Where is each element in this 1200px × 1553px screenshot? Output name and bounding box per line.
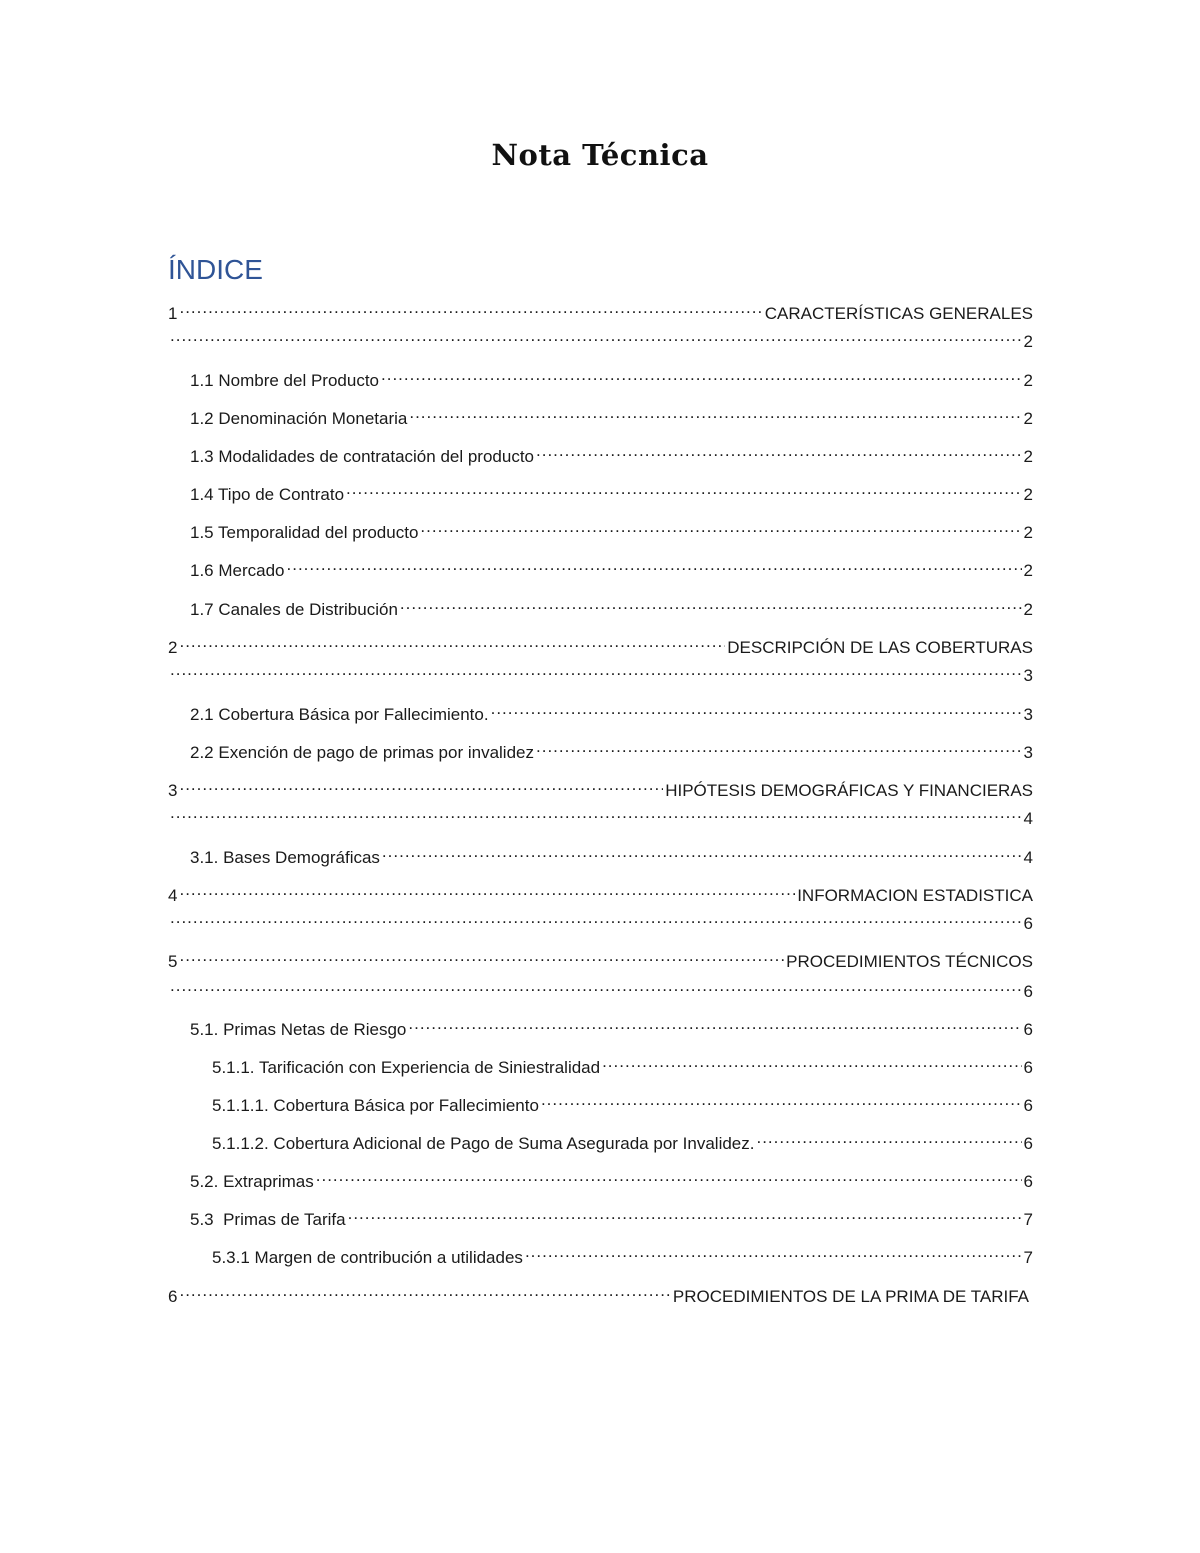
toc-leader-dots <box>382 841 1022 863</box>
toc-entry-5-page[interactable] <box>168 975 1033 1001</box>
toc-entry-label: 1.3 Modalidades de contratación del producto <box>190 447 535 466</box>
toc-entry-label: 1.1 Nombre del Producto <box>190 371 379 390</box>
toc-leader-dots <box>179 879 795 901</box>
toc-page-number: 3 <box>1023 666 1033 685</box>
toc-entry-4-heading[interactable] <box>168 879 1033 905</box>
toc-page-number: 2 <box>1023 523 1033 542</box>
toc-page-number: 6 <box>1023 1096 1033 1115</box>
toc-entry-label: 1.4 Tipo de Contrato <box>190 485 345 504</box>
toc-entry-label: 2.2 Exención de pago de primas por invalidez <box>190 743 534 762</box>
document-title: Nota Técnica <box>491 138 709 172</box>
toc-entry-label: 5.1.1.1. Cobertura Básica por Fallecimiento <box>212 1096 539 1115</box>
toc-entry-2-heading[interactable] <box>168 631 1033 657</box>
toc-entry-label: 5.3.1 Margen de contribución a utilidades <box>212 1248 523 1267</box>
toc-entry-1-7[interactable] <box>190 593 1033 619</box>
toc-leader-dots <box>756 1127 1021 1149</box>
toc-entry-1-4[interactable] <box>190 478 1033 504</box>
toc-entry-5-3[interactable] <box>190 1203 1033 1229</box>
toc-leader-dots <box>287 554 1022 576</box>
toc-leader-dots <box>179 945 784 967</box>
toc-page-number: 2 <box>1023 561 1033 580</box>
toc-page-number: 6 <box>1023 1134 1033 1153</box>
toc-entry-1-3[interactable] <box>190 440 1033 466</box>
toc-page-number: 6 <box>1023 914 1033 933</box>
toc-entry-3-page[interactable] <box>168 802 1033 828</box>
toc-entry-5-1[interactable] <box>190 1013 1033 1039</box>
toc-entry-1-5[interactable] <box>190 516 1033 542</box>
toc-entry-5-heading[interactable] <box>168 945 1033 971</box>
toc-page-number: 7 <box>1023 1210 1033 1229</box>
toc-entry-label: PROCEDIMIENTOS TÉCNICOS <box>786 952 1033 971</box>
toc-entry-label: 1.7 Canales de Distribución <box>190 600 398 619</box>
toc-leader-dots <box>408 1013 1021 1035</box>
toc-entry-1-6[interactable] <box>190 554 1033 580</box>
toc-entry-label: 5.1. Primas Netas de Riesgo <box>190 1020 407 1039</box>
toc-entry-1-1[interactable] <box>190 364 1033 390</box>
toc-entry-label: PROCEDIMIENTOS DE LA PRIMA DE TARIFA <box>672 1287 1029 1306</box>
toc-leader-dots <box>491 698 1022 720</box>
toc-leader-dots <box>541 1089 1022 1111</box>
toc-page-number: 2 <box>1023 447 1033 466</box>
toc-leader-dots <box>602 1051 1021 1073</box>
toc-entry-number: 4 <box>168 886 178 905</box>
toc-leader-dots <box>179 1280 670 1302</box>
toc-entry-number: 3 <box>168 781 178 800</box>
toc-leader-dots <box>170 907 1022 929</box>
toc-leader-dots <box>536 736 1022 758</box>
toc-entry-2-1[interactable] <box>190 698 1033 724</box>
toc-entry-label: CARACTERÍSTICAS GENERALES <box>764 304 1033 323</box>
toc-entry-label: 5.2. Extraprimas <box>190 1172 314 1191</box>
toc-leader-dots <box>525 1241 1022 1263</box>
toc-page-number: 7 <box>1023 1248 1033 1267</box>
toc-page-number: 4 <box>1023 848 1033 867</box>
toc-leader-dots <box>409 402 1021 424</box>
toc-entry-5-2[interactable] <box>190 1165 1033 1191</box>
toc-entry-2-2[interactable] <box>190 736 1033 762</box>
toc-entry-3-1[interactable] <box>190 841 1033 867</box>
toc-page-number: 2 <box>1023 409 1033 428</box>
toc-leader-dots <box>316 1165 1022 1187</box>
toc-entry-6-heading[interactable] <box>168 1280 1029 1306</box>
toc-leader-dots <box>420 516 1021 538</box>
toc-entry-label: 5.1.1.2. Cobertura Adicional de Pago de Suma Asegurada por Invalidez. <box>212 1134 755 1153</box>
toc-entry-label: 5.1.1. Tarificación con Experiencia de Siniestralidad <box>212 1058 601 1077</box>
toc-entry-1-heading[interactable] <box>168 297 1033 323</box>
toc-leader-dots <box>348 1203 1022 1225</box>
toc-leader-dots <box>170 802 1022 824</box>
toc-entry-number: 5 <box>168 952 178 971</box>
toc-leader-dots <box>170 659 1022 681</box>
toc-entry-1-page[interactable] <box>168 325 1033 351</box>
toc-entry-number: 2 <box>168 638 178 657</box>
toc-entry-2-page[interactable] <box>168 659 1033 685</box>
toc-leader-dots <box>179 631 725 653</box>
toc-entry-label: 1.6 Mercado <box>190 561 285 580</box>
toc-entry-label: 3.1. Bases Demográficas <box>190 848 380 867</box>
toc-entry-label: DESCRIPCIÓN DE LAS COBERTURAS <box>727 638 1033 657</box>
toc-entry-label: 1.2 Denominación Monetaria <box>190 409 408 428</box>
toc-page-number: 2 <box>1023 332 1033 351</box>
toc-entry-label: INFORMACION ESTADISTICA <box>797 886 1033 905</box>
toc-heading: ÍNDICE <box>168 254 263 285</box>
toc-entry-1-2[interactable] <box>190 402 1033 428</box>
toc-page-number: 4 <box>1023 809 1033 828</box>
toc-leader-dots <box>170 325 1022 347</box>
toc-leader-dots <box>536 440 1022 462</box>
toc-entry-label: HIPÓTESIS DEMOGRÁFICAS Y FINANCIERAS <box>665 781 1033 800</box>
toc-page-number: 2 <box>1023 600 1033 619</box>
toc-leader-dots <box>400 593 1022 615</box>
toc-entry-label: 5.3 Primas de Tarifa <box>190 1210 346 1229</box>
toc-leader-dots <box>381 364 1022 386</box>
toc-entry-label: 1.5 Temporalidad del producto <box>190 523 419 542</box>
toc-page-number: 6 <box>1023 982 1033 1001</box>
toc-entry-5-3-1[interactable] <box>212 1241 1033 1267</box>
toc-leader-dots <box>179 297 762 319</box>
toc-entry-label: 2.1 Cobertura Básica por Fallecimiento. <box>190 705 489 724</box>
toc-entry-5-1-1[interactable] <box>212 1051 1033 1077</box>
toc-entry-5-1-1-2[interactable] <box>212 1127 1033 1153</box>
toc-page-number: 6 <box>1023 1020 1033 1039</box>
toc-entry-4-page[interactable] <box>168 907 1033 933</box>
toc-page-number: 2 <box>1023 485 1033 504</box>
toc-page-number: 6 <box>1023 1172 1033 1191</box>
toc-entry-number: 6 <box>168 1287 178 1306</box>
toc-leader-dots <box>346 478 1021 500</box>
toc-page-number: 3 <box>1023 743 1033 762</box>
toc-page-number: 3 <box>1023 705 1033 724</box>
toc-page-number: 6 <box>1023 1058 1033 1077</box>
toc-leader-dots <box>170 975 1022 997</box>
toc-leader-dots <box>179 774 663 796</box>
toc-entry-5-1-1-1[interactable] <box>212 1089 1033 1115</box>
toc-entry-3-heading[interactable] <box>168 774 1033 800</box>
toc-page-number: 2 <box>1023 371 1033 390</box>
toc-entry-number: 1 <box>168 304 178 323</box>
